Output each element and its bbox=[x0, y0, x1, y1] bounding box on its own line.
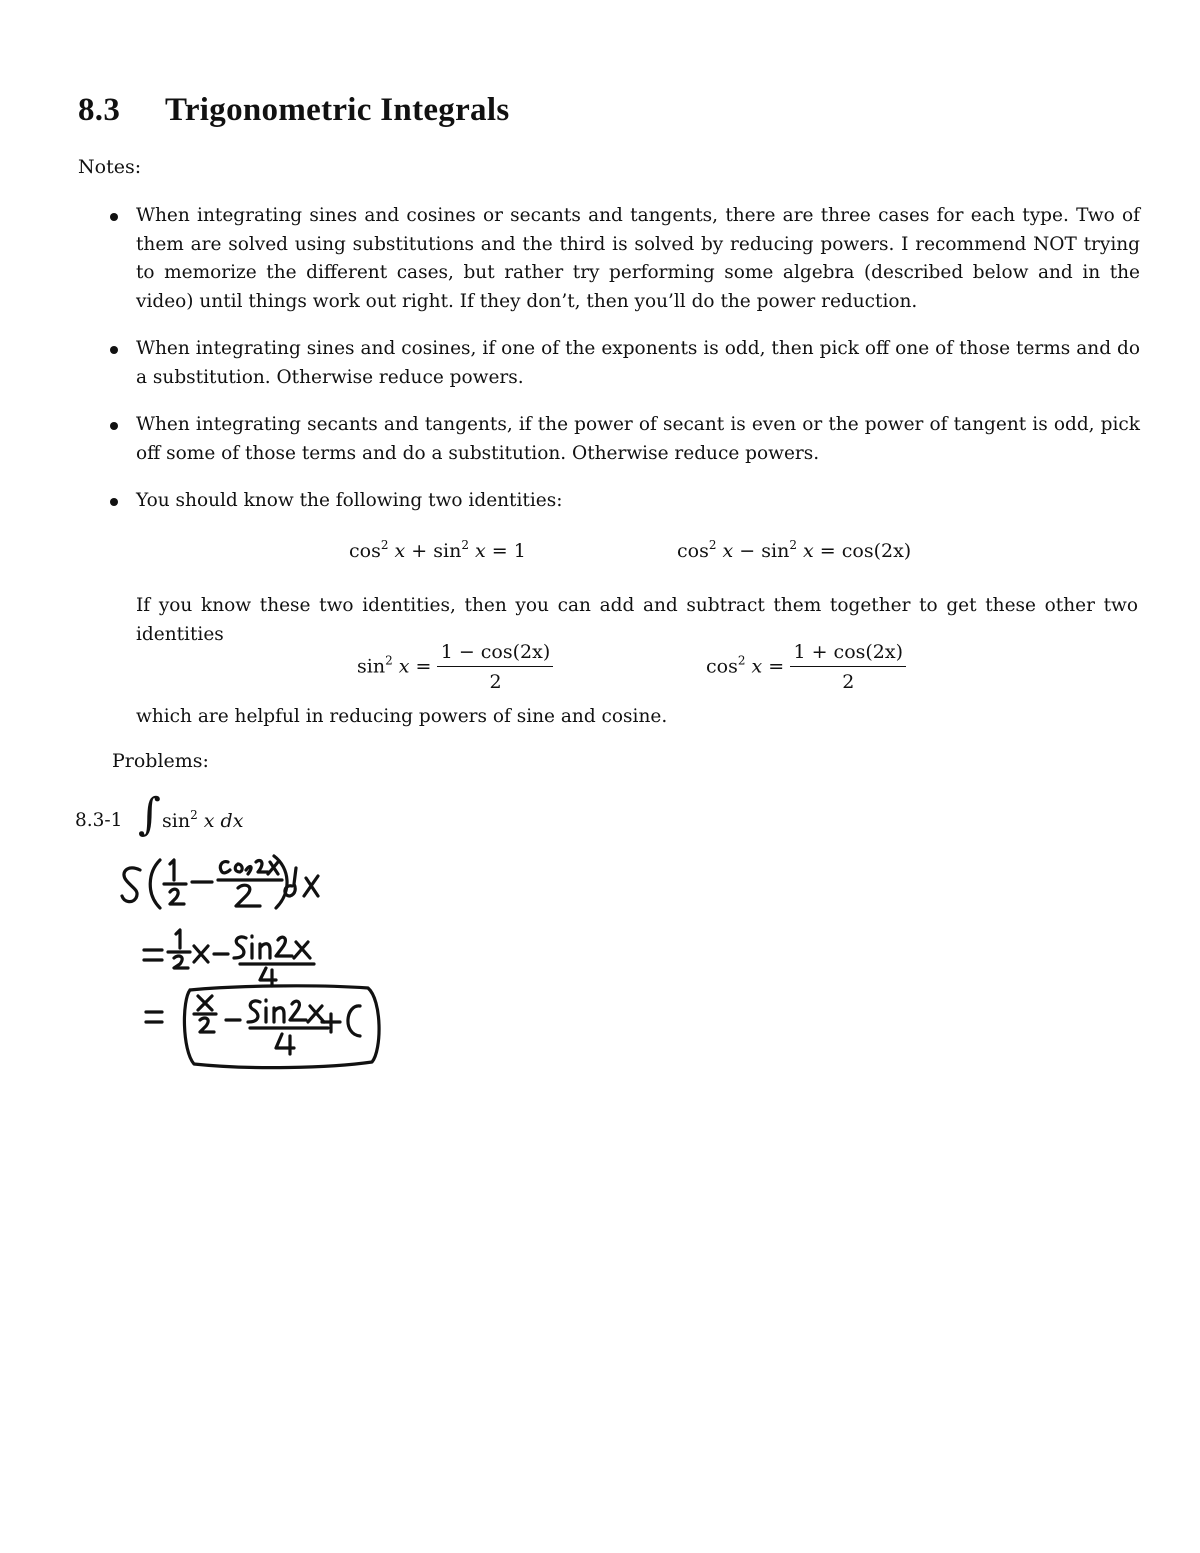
fraction: $\frac{1 + \cos(2x)}{2}$ bbox=[790, 638, 906, 697]
double-angle-identity: $\cos^2 x - \sin^2 x = \cos(2x)$ bbox=[677, 538, 912, 562]
sin-squared-reduction: $\sin^2 x$ = $\frac{1 - \cos(2x)}{2}$ bbox=[357, 638, 553, 697]
pythagorean-identity: $\cos^2 x + \sin^2 x = 1$ bbox=[349, 538, 526, 562]
problem-number: 8.3-1 bbox=[75, 810, 123, 831]
list-item bbox=[108, 202, 1140, 316]
notes-label: Notes: bbox=[78, 156, 142, 178]
section-title-text: Trigonometric Integrals bbox=[165, 92, 510, 128]
notes-list bbox=[108, 202, 1140, 535]
bullet-icon bbox=[110, 498, 118, 506]
list-item bbox=[108, 335, 1140, 392]
integral-symbol: ∫ bbox=[138, 789, 161, 840]
bullet-icon bbox=[110, 346, 118, 354]
bullet-icon bbox=[110, 422, 118, 430]
list-item bbox=[108, 411, 1140, 468]
section-heading bbox=[78, 92, 509, 129]
handwritten-solution bbox=[110, 850, 400, 1075]
list-item-text: When integrating sines and cosines or secants and tangents, there are three cases for each type. Two of them are solved using substitutions and the third is solved by reducing powers. I recommend NOT trying to memorize the different cases, but rather try performing some algebra (described below and in the video) until things work out right. If they don’t, then you’ll do the power reduction. bbox=[136, 205, 1140, 312]
list-item bbox=[108, 487, 1140, 516]
list-item-text: When integrating secants and tangents, if the power of secant is even or the power of tangent is odd, pick off some of those terms and do a substitution. Otherwise reduce powers. bbox=[136, 414, 1140, 464]
fraction: $\frac{1 - \cos(2x)}{2}$ bbox=[437, 638, 553, 697]
section-number: 8.3 bbox=[78, 92, 121, 128]
list-item-text: When integrating sines and cosines, if one of the exponents is odd, then pick off one of those terms and do a substitution. Otherwise reduce powers. bbox=[136, 338, 1140, 388]
list-item-text: You should know the following two identities: bbox=[136, 490, 563, 511]
problem-integrand: $\sin^2 x$ dx bbox=[162, 808, 244, 832]
problems-label: Problems: bbox=[112, 750, 209, 772]
bullet-icon bbox=[110, 213, 118, 221]
reductions-followup-text: which are helpful in reducing powers of sine and cosine. bbox=[136, 706, 668, 727]
identities-followup-text: If you know these two identities, then you can add and subtract them together to get these other two identities bbox=[136, 595, 1138, 645]
cos-squared-reduction: $\cos^2 x$ = $\frac{1 + \cos(2x)}{2}$ bbox=[706, 638, 906, 697]
